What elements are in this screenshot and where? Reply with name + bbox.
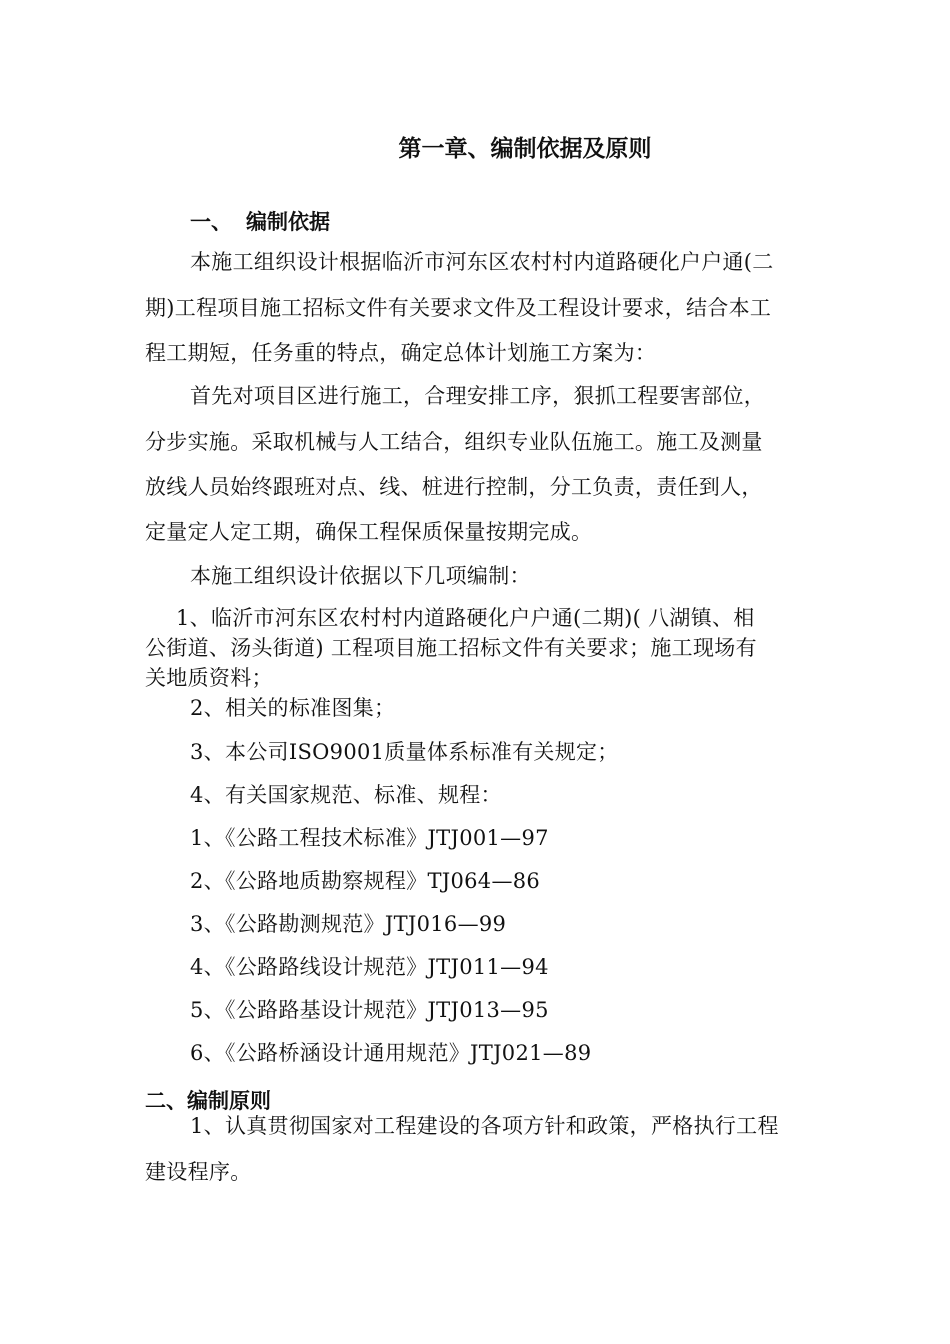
item-3: 3、本公司ISO9001质量体系标准有关规定； xyxy=(190,740,619,764)
section-2-item-1-line-1: 1、认真贯彻国家对工程建设的各项方针和政策，严格执行工程 xyxy=(190,1114,779,1138)
paragraph-3: 本施工组织设计依据以下几项编制： xyxy=(190,564,531,588)
paragraph-2-line-1: 首先对项目区进行施工，合理安排工序，狠抓工程要害部位， xyxy=(190,384,766,408)
paragraph-2-line-2: 分步实施。采取机械与人工结合，组织专业队伍施工。施工及测量 xyxy=(145,430,763,454)
standard-6: 6、《公路桥涵设计通用规范》JTJ021—89 xyxy=(190,1041,592,1065)
item-4: 4、有关国家规范、标准、规程： xyxy=(190,783,502,807)
section-2-item-1-line-2: 建设程序。 xyxy=(145,1160,252,1184)
paragraph-2-line-3: 放线人员始终跟班对点、线、桩进行控制，分工负责，责任到人， xyxy=(145,475,763,499)
page-title: 第一章、编制依据及原则 xyxy=(398,136,652,162)
item-1-line-1: 1、临沂市河东区农村村内道路硬化户户通(二期)( 八湖镇、相 xyxy=(176,606,755,630)
paragraph-2-line-4: 定量定人定工期，确保工程保质保量按期完成。 xyxy=(145,520,593,544)
standard-2: 2、《公路地质勘察规程》TJ064—86 xyxy=(190,869,541,893)
paragraph-1-line-3: 程工期短，任务重的特点，确定总体计划施工方案为： xyxy=(145,341,657,365)
standard-4: 4、《公路路线设计规范》JTJ011—94 xyxy=(190,955,549,979)
item-2: 2、相关的标准图集； xyxy=(190,696,396,720)
paragraph-1-line-1: 本施工组织设计根据临沂市河东区农村村内道路硬化户户通(二 xyxy=(190,250,774,274)
paragraph-1-line-2: 期)工程项目施工招标文件有关要求文件及工程设计要求，结合本工 xyxy=(145,296,772,320)
standard-5: 5、《公路路基设计规范》JTJ013—95 xyxy=(190,998,549,1022)
section-1-number: 一、 xyxy=(190,210,232,234)
standard-3: 3、《公路勘测规范》JTJ016—99 xyxy=(190,912,507,936)
item-1-line-2: 公街道、汤头街道) 工程项目施工招标文件有关要求；施工现场有 xyxy=(145,636,757,660)
section-2-heading: 二、编制原则 xyxy=(145,1089,271,1113)
standard-1: 1、《公路工程技术标准》JTJ001—97 xyxy=(190,826,549,850)
item-1-line-3: 关地质资料； xyxy=(145,666,273,690)
section-1-heading: 编制依据 xyxy=(246,210,330,234)
